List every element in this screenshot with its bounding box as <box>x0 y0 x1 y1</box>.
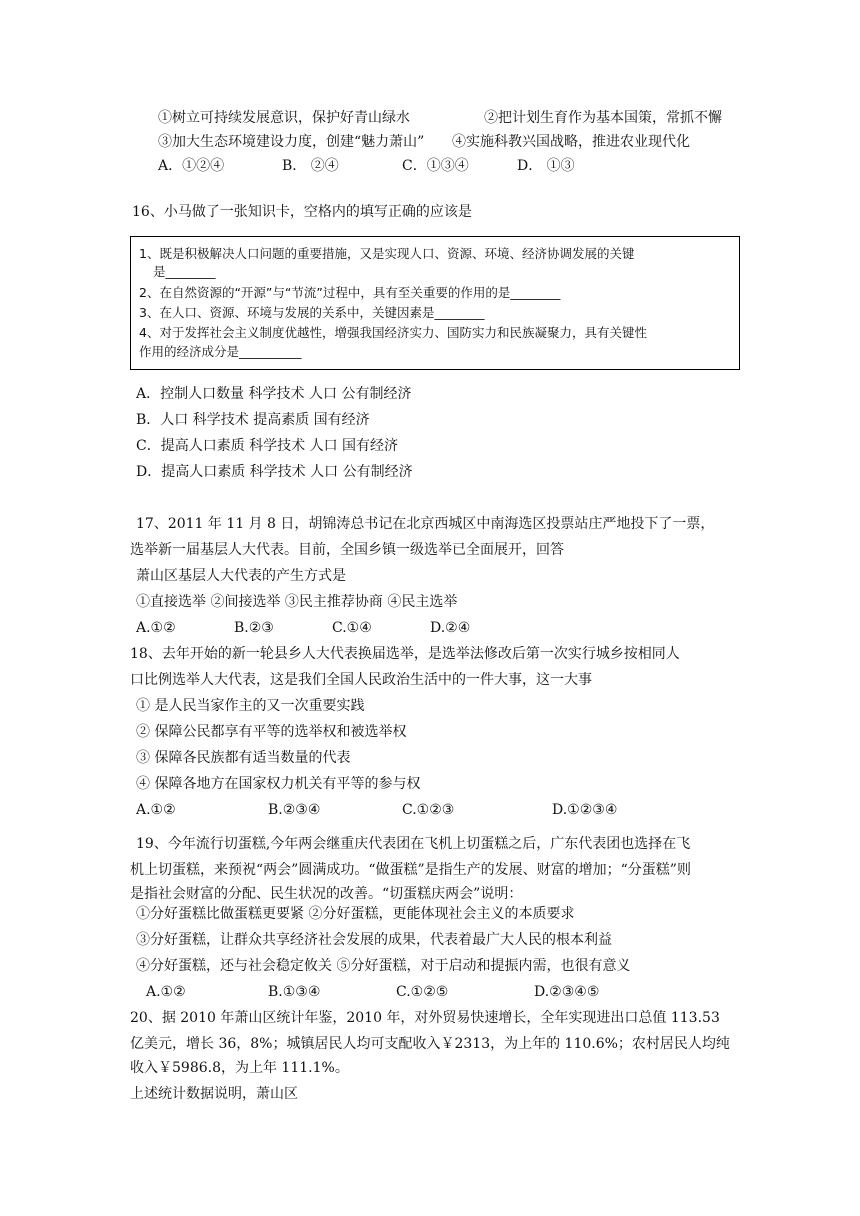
q17-stem-line-1: 17、2011 年 11 月 8 日，胡锦涛总书记在北京西城区中南海选区投票站庄严地投下了一票， <box>136 516 715 532</box>
q19-stem-line-2: 机上切蛋糕，来预祝“两会”圆满成功。“做蛋糕”是指生产的发展、财富的增加；“分蛋糕”则 <box>130 862 691 878</box>
q15-statement-1: ①树立可持续发展意识，保护好青山绿水 <box>158 110 410 126</box>
q18-option-b[interactable]: B.②③④ <box>268 802 321 818</box>
card-line-3: 3、在人口、资源、环境与发展的关系中，关键因素是________ <box>139 305 485 320</box>
q19-option-c[interactable]: C.①②⑤ <box>396 984 449 1000</box>
q19-stem-line-1: 19、今年流行切蛋糕,今年两会继重庆代表团在飞机上切蛋糕之后，广东代表团也选择在飞 <box>136 836 691 852</box>
card-line-1: 1、既是积极解决人口问题的重要措施，又是实现人口、资源、环境、经济协调发展的关键 <box>139 246 635 261</box>
q15-statement-4: ④实施科教兴国战略，推进农业现代化 <box>452 134 690 150</box>
q18-option-d[interactable]: D.①②③④ <box>552 802 618 818</box>
q17-option-c[interactable]: C.①④ <box>332 620 372 636</box>
q19-options <box>146 982 599 1002</box>
q15-statement-3: ③加大生态环境建设力度，创建“魅力萧山” <box>158 134 425 150</box>
q17-option-a[interactable]: A.①② <box>136 620 176 636</box>
card-line-2: 2、在自然资源的“开源”与“节流”过程中，具有至关重要的作用的是________ <box>139 285 561 300</box>
q16-knowledge-card <box>130 236 740 370</box>
q20-stem-line-1: 20、据 2010 年萧山区统计年鉴，2010 年，对外贸易快速增长，全年实现进出口总值 113.53 <box>130 1010 720 1026</box>
q15-option-d[interactable]: D． ①③ <box>517 158 575 174</box>
q19-item-2: ③分好蛋糕，让群众共享经济社会发展的成果，代表着最广大人民的根本利益 <box>136 932 612 948</box>
q16-stem: 16、小马做了一张知识卡，空格内的填写正确的应该是 <box>132 204 472 220</box>
q17-options <box>136 618 470 638</box>
q16-option-c[interactable]: C．提高人口素质 科学技术 人口 国有经济 <box>136 438 399 454</box>
q18-item-4: ④ 保障各地方在国家权力机关有平等的参与权 <box>136 776 421 792</box>
q18-options <box>136 800 617 820</box>
q16-option-a[interactable]: A．控制人口数量 科学技术 人口 公有制经济 <box>136 386 412 402</box>
q15-statement-2: ②把计划生育作为基本国策，常抓不懈 <box>484 110 722 126</box>
q18-option-a[interactable]: A.①② <box>136 802 176 818</box>
q18-item-2: ② 保障公民都享有平等的选举权和被选举权 <box>136 724 407 740</box>
q20-stem-line-2: 亿美元，增长 36，8%；城镇居民人均可支配收入￥2313，为上年的 110.6%；农村居民人均纯 <box>130 1036 730 1052</box>
q18-option-c[interactable]: C.①②③ <box>402 802 455 818</box>
q19-option-d[interactable]: D.②③④⑤ <box>534 984 600 1000</box>
card-line-4: 4、对于发挥社会主义制度优越性，增强我国经济实力、国防实力和民族凝聚力，具有关键性 <box>139 325 647 340</box>
q18-item-1: ① 是人民当家作主的又一次重要实践 <box>136 698 365 714</box>
q15-option-b[interactable]: B． ②④ <box>282 158 339 174</box>
q18-item-3: ③ 保障各民族都有适当数量的代表 <box>136 750 351 766</box>
card-line-4b: 作用的经济成分是__________ <box>139 344 302 359</box>
q19-option-a[interactable]: A.①② <box>146 984 186 1000</box>
q18-stem-line-2: 口比例选举人大代表，这是我们全国人民政治生活中的一件大事，这一大事 <box>130 672 592 688</box>
q19-stem-line-3: 是指社会财富的分配、民生状况的改善。“切蛋糕庆两会”说明： <box>130 886 523 902</box>
q20-stem-line-4: 上述统计数据说明，萧山区 <box>130 1086 298 1102</box>
q17-option-d[interactable]: D.②④ <box>430 620 471 636</box>
q20-stem-line-3: 收入￥5986.8，为上年 111.1%。 <box>130 1060 349 1076</box>
q15-options <box>158 156 575 176</box>
q16-option-d[interactable]: D．提高人口素质 科学技术 人口 公有制经济 <box>136 464 413 480</box>
q15-option-a[interactable]: A．①②④ <box>158 158 225 174</box>
card-line-1b: 是________ <box>153 264 216 279</box>
q15-option-c[interactable]: C．①③④ <box>402 158 469 174</box>
q16-option-b[interactable]: B．人口 科学技术 提高素质 国有经济 <box>136 412 370 428</box>
q17-stem-line-3: 萧山区基层人大代表的产生方式是 <box>136 568 346 584</box>
q19-item-1: ①分好蛋糕比做蛋糕更要紧 ②分好蛋糕，更能体现社会主义的本质要求 <box>136 906 575 922</box>
q17-option-b[interactable]: B.②③ <box>234 620 274 636</box>
q18-stem-line-1: 18、去年开始的新一轮县乡人大代表换届选举，是选举法修改后第一次实行城乡按相同人 <box>130 646 680 662</box>
q17-stem-line-2: 选举新一届基层人大代表。目前，全国乡镇一级选举已全面展开，回答 <box>130 542 564 558</box>
q19-option-b[interactable]: B.①③④ <box>268 984 321 1000</box>
q19-item-3: ④分好蛋糕，还与社会稳定攸关 ⑤分好蛋糕，对于启动和提振内需，也很有意义 <box>136 958 631 974</box>
q17-choices: ①直接选举 ②间接选举 ③民主推荐协商 ④民主选举 <box>136 594 458 610</box>
